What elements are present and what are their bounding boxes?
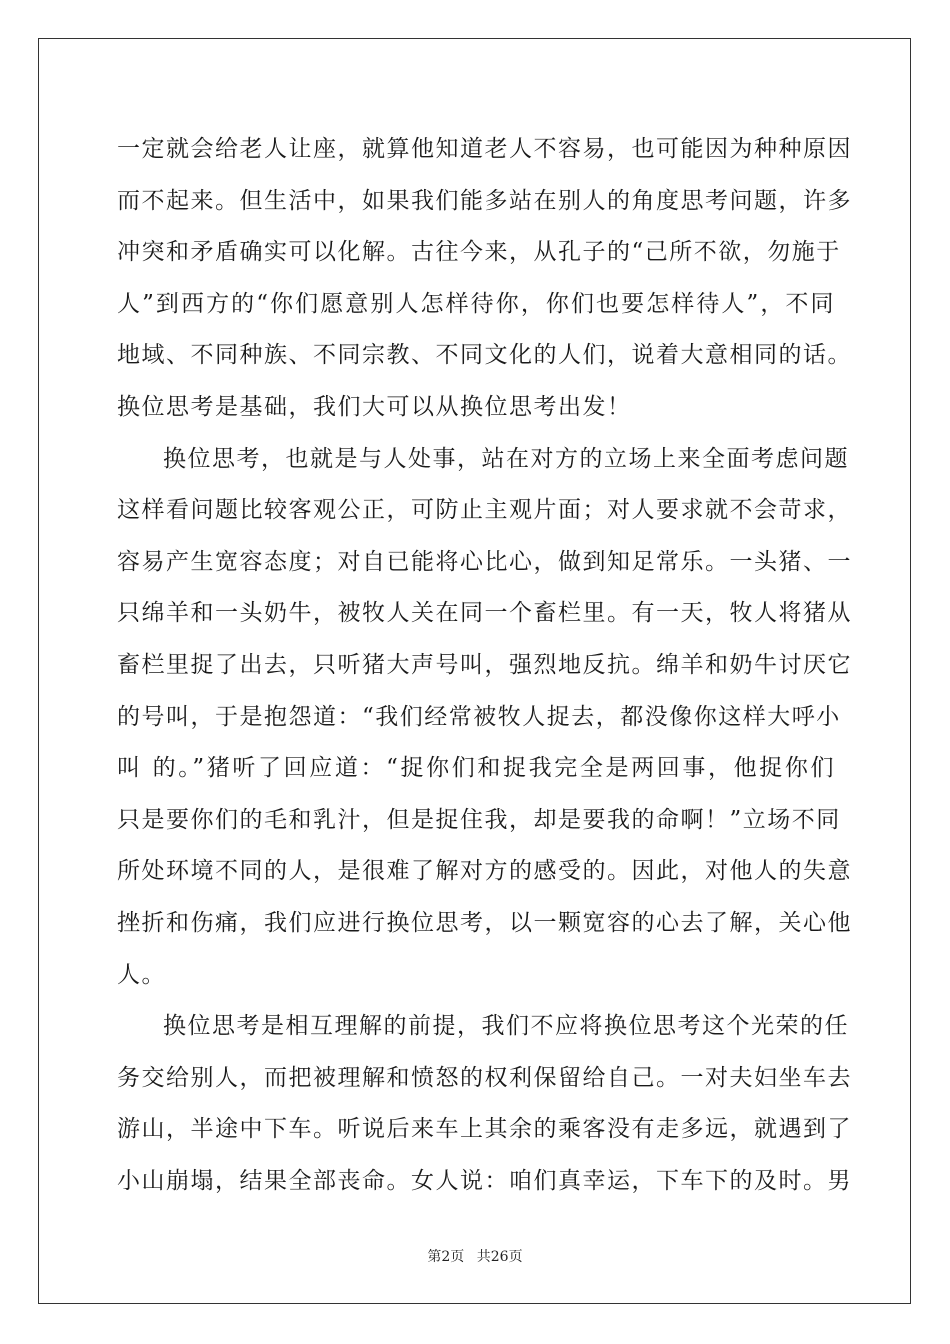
- text-line: 而不起来。但生活中，如果我们能多站在别人的角度思考问题，许多: [117, 187, 852, 214]
- text-line: 容易产生宽容态度；对自已能将心比心，做到知足常乐。一头猪、一: [117, 548, 852, 575]
- document-body: [117, 124, 852, 1207]
- text-line: 务交给别人，而把被理解和愤怒的权利保留给自己。一对夫妇坐车去: [117, 1064, 852, 1091]
- text-line: 畜栏里捉了出去，只听猪大声号叫，强烈地反抗。绵羊和奶牛讨厌它: [117, 651, 852, 678]
- text-line: 冲突和矛盾确实可以化解。古往今来，从孔子的“己所不欲，勿施于: [117, 239, 841, 266]
- text-line: 一定就会给老人让座，就算他知道老人不容易，也可能因为种种原因: [117, 136, 852, 162]
- text-line: 换位思考是基础，我们大可以从换位思考出发！: [117, 393, 632, 420]
- text-line: 挫折和伤痛，我们应进行换位思考，以一颗宽容的心去了解，关心他: [117, 909, 852, 936]
- text-line: 这样看问题比较客观公正，可防止主观片面；对人要求就不会苛求，: [117, 497, 852, 524]
- paragraph-first-line: 换位思考，也就是与人处事，站在对方的立场上来全面考虑问题: [163, 445, 849, 472]
- page-number: 第2页: [427, 1249, 465, 1265]
- text-line: 游山，半途中下车。听说后来车上其余的乘客没有走多远，就遇到了: [117, 1116, 852, 1143]
- total-pages: 共26页: [476, 1249, 523, 1265]
- text-line: 所处环境不同的人，是很难了解对方的感受的。因此，对他人的失意: [117, 858, 852, 885]
- text-line: 叫 的。”猪听了回应道：“捉你们和捉我完全是两回事，他捉你们: [117, 755, 835, 782]
- page-footer: [0, 1246, 950, 1266]
- text-line: 的号叫，于是抱怨道：“我们经常被牧人捉去，都没像你这样大呼小: [117, 703, 841, 730]
- text-line: 人”到西方的“你们愿意别人怎样待你，你们也要怎样待人”，不同: [117, 290, 835, 317]
- text-line: 只是要你们的毛和乳汁，但是捉住我，却是要我的命啊！”立场不同: [117, 806, 841, 833]
- text-line: 小山崩塌，结果全部丧命。女人说：咱们真幸运，下车下的及时。男: [117, 1167, 852, 1194]
- paragraph-first-line: 换位思考是相互理解的前提，我们不应将换位思考这个光荣的任: [163, 1013, 849, 1040]
- text-line: 地域、不同种族、不同宗教、不同文化的人们，说着大意相同的话。: [117, 342, 852, 369]
- text-line: 只绵羊和一头奶牛，被牧人关在同一个畜栏里。有一天，牧人将猪从: [117, 600, 852, 627]
- text-line: 人。: [117, 961, 166, 988]
